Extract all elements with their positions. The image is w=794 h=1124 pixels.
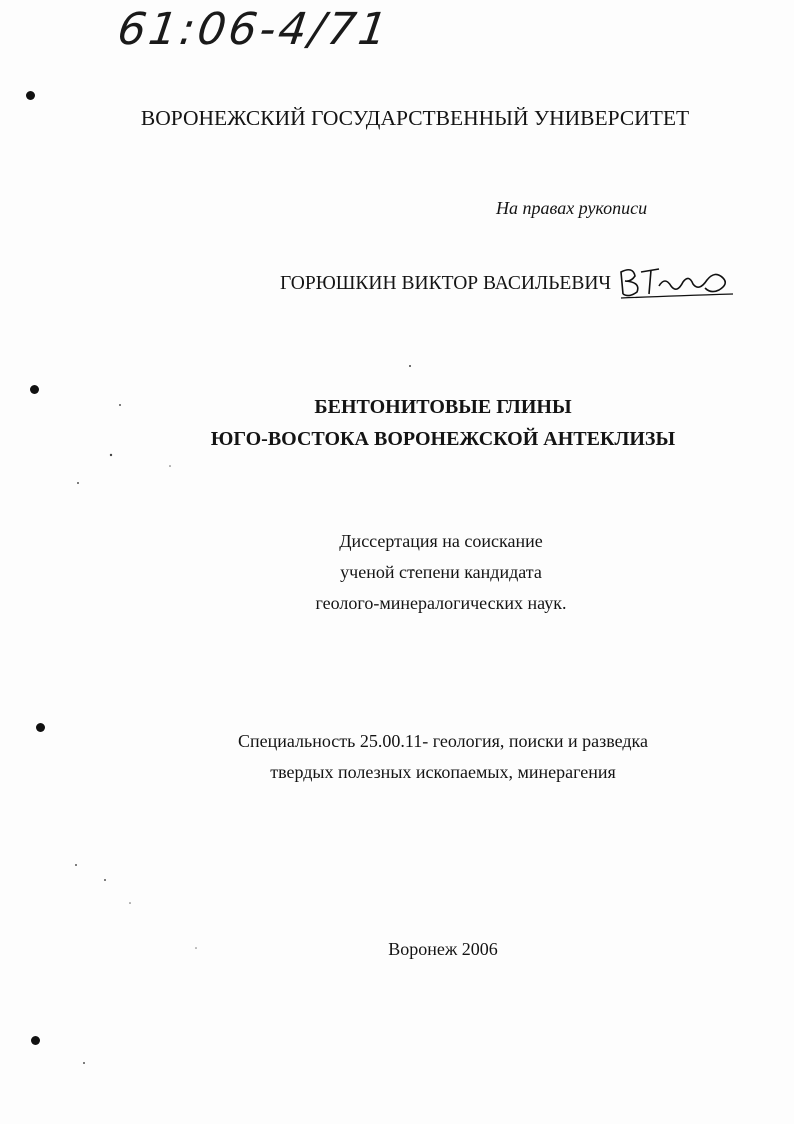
- title-line-2: ЮГО-ВОСТОКА ВОРОНЕЖСКОЙ АНТЕКЛИЗЫ: [210, 428, 676, 450]
- dissertation-line-2: ученой степени кандидата: [340, 562, 542, 582]
- dissertation-line-3: геолого-минералогических наук.: [315, 593, 567, 613]
- rights-note: На правах рукописи: [496, 198, 648, 218]
- specialty-statement: [46, 726, 794, 788]
- handwritten-archive-code: 61:06-4/71: [114, 4, 394, 55]
- signature-icon: [619, 264, 739, 304]
- specialty-line-1: Специальность 25.00.11- геология, поиски и разведка: [237, 731, 648, 751]
- city-year: Воронеж 2006: [388, 939, 498, 959]
- author-name: ГОРЮШКИН ВИКТОР ВАСИЛЬЕВИЧ: [280, 273, 612, 294]
- dissertation-line-1: Диссертация на соискание: [339, 531, 543, 551]
- title-line-1: БЕНТОНИТОВЫЕ ГЛИНЫ: [314, 396, 572, 418]
- university-name: ВОРОНЕЖСКИЙ ГОСУДАРСТВЕННЫЙ УНИВЕРСИТЕТ: [140, 106, 690, 130]
- specialty-line-2: твердых полезных ископаемых, минерагения: [270, 762, 616, 782]
- author-row: [280, 264, 739, 304]
- dissertation-statement: [44, 526, 794, 619]
